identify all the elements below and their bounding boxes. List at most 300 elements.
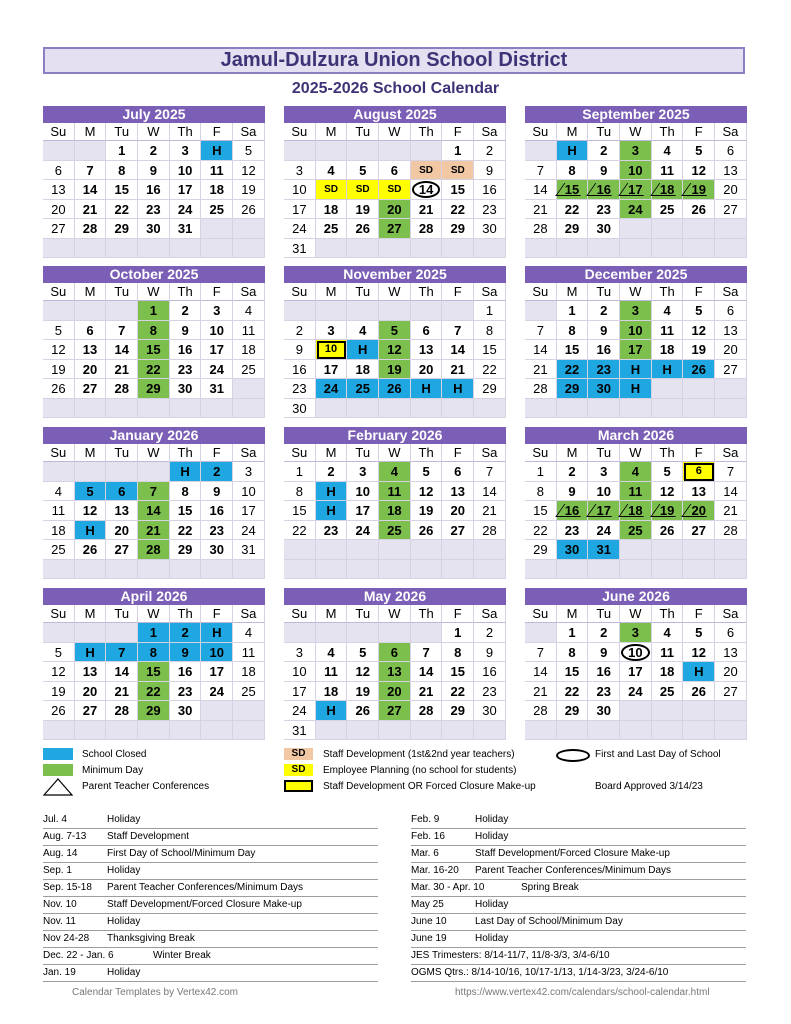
calendar-day: 13: [715, 321, 747, 341]
calendar-day: 6: [411, 321, 443, 341]
calendar-day: 6: [75, 321, 107, 341]
weekday-header: Sa: [233, 283, 265, 301]
calendar-day: 2: [138, 141, 170, 161]
empty-day: [284, 623, 316, 643]
calendar-day: 4: [347, 321, 379, 341]
calendar-day: 9: [138, 161, 170, 181]
calendar-day: 3: [620, 623, 652, 643]
calendar-day: 18: [43, 521, 75, 541]
empty-day: [525, 239, 557, 259]
calendar-day: 5: [683, 141, 715, 161]
month-title: February 2026: [284, 427, 506, 444]
calendar-day: 18: [652, 180, 684, 200]
weekday-header: Tu: [106, 444, 138, 462]
calendar-day: 30: [170, 701, 202, 721]
calendar-day: 27: [715, 360, 747, 380]
calendar-day: 31: [284, 721, 316, 741]
calendar-day: 16: [170, 340, 202, 360]
calendar-day: 17: [588, 501, 620, 521]
calendar-day: 24: [316, 379, 348, 399]
empty-day: [411, 560, 443, 580]
calendar-day: 6: [715, 141, 747, 161]
weekday-header: Sa: [474, 123, 506, 141]
calendar-day: 3: [170, 141, 202, 161]
empty-day: [347, 623, 379, 643]
calendar-day: 20: [442, 501, 474, 521]
empty-day: [316, 301, 348, 321]
calendar-day: 25: [233, 682, 265, 702]
empty-day: [525, 399, 557, 419]
empty-day: [75, 623, 107, 643]
weekday-header: Su: [284, 123, 316, 141]
calendar-day: 28: [75, 219, 107, 239]
calendar-day: 8: [170, 482, 202, 502]
calendar-day: 3: [588, 462, 620, 482]
events-list-right: [411, 812, 746, 982]
calendar-day: 11: [652, 321, 684, 341]
calendar-day: 21: [411, 682, 443, 702]
calendar-day: 1: [525, 462, 557, 482]
event-text: Parent Teacher Conferences/Minimum Days: [475, 865, 672, 876]
empty-day: [715, 239, 747, 259]
calendar-day: 31: [170, 219, 202, 239]
calendar-day: 15: [138, 662, 170, 682]
weekday-header: F: [201, 123, 233, 141]
weekday-header: Su: [525, 123, 557, 141]
weekday-header: Th: [411, 605, 443, 623]
empty-day: [316, 623, 348, 643]
calendar-day: 2: [316, 462, 348, 482]
event-date: Jul. 4: [43, 814, 67, 825]
calendar-day: 9: [474, 643, 506, 663]
empty-day: [170, 399, 202, 419]
legend-ep-swatch: SD: [284, 764, 313, 776]
weekday-header: W: [138, 123, 170, 141]
calendar-day: 12: [75, 501, 107, 521]
calendar-day: 21: [411, 200, 443, 220]
calendar-day: 20: [379, 682, 411, 702]
calendar-day: 7: [106, 321, 138, 341]
empty-day: [411, 623, 443, 643]
calendar-day: 4: [652, 623, 684, 643]
empty-day: [75, 399, 107, 419]
month-title: April 2026: [43, 588, 265, 605]
board-approved: Board Approved 3/14/23: [595, 781, 703, 792]
calendar-day: 24: [233, 521, 265, 541]
calendar-day: 8: [474, 321, 506, 341]
calendar-day: 5: [347, 161, 379, 181]
empty-day: [379, 560, 411, 580]
calendar-day: 24: [620, 200, 652, 220]
calendar-day: 4: [233, 301, 265, 321]
empty-day: [284, 560, 316, 580]
calendar-day: 22: [170, 521, 202, 541]
weekday-header: M: [75, 605, 107, 623]
calendar-day: 7: [442, 321, 474, 341]
empty-day: [233, 721, 265, 741]
calendar-day: 27: [379, 701, 411, 721]
calendar-day: 30: [588, 701, 620, 721]
event-row: [43, 829, 378, 846]
calendar-day: 28: [411, 219, 443, 239]
calendar-day: 25: [233, 360, 265, 380]
footer-credit: Calendar Templates by Vertex42.com: [72, 987, 239, 998]
calendar-day: 11: [316, 662, 348, 682]
empty-day: [620, 721, 652, 741]
calendar-day: 18: [379, 501, 411, 521]
calendar-day: SD: [379, 180, 411, 200]
calendar-day: H: [411, 379, 443, 399]
calendar-day: 23: [474, 682, 506, 702]
calendar-day: 25: [347, 379, 379, 399]
calendar-day: 25: [316, 219, 348, 239]
page-subtitle: 2025-2026 School Calendar: [291, 80, 500, 97]
calendar-day: 31: [588, 540, 620, 560]
calendar-day: 30: [557, 540, 589, 560]
calendar-day: 14: [442, 340, 474, 360]
weekday-header: Sa: [715, 123, 747, 141]
empty-day: [683, 239, 715, 259]
weekday-header: F: [683, 123, 715, 141]
empty-day: [201, 560, 233, 580]
calendar-day: 23: [588, 360, 620, 380]
weekday-header: Tu: [106, 605, 138, 623]
weekday-header: Tu: [347, 605, 379, 623]
calendar-day: 17: [284, 682, 316, 702]
month-calendar: [284, 427, 506, 579]
calendar-day: 11: [652, 161, 684, 181]
weekday-header: M: [557, 444, 589, 462]
calendar-day: 1: [284, 462, 316, 482]
month-calendar: [43, 427, 265, 579]
weekday-header: W: [138, 605, 170, 623]
empty-day: [75, 301, 107, 321]
event-date: Nov. 11: [43, 916, 76, 927]
calendar-day: 10: [284, 662, 316, 682]
calendar-day: 17: [347, 501, 379, 521]
empty-day: [347, 301, 379, 321]
calendar-day: 2: [557, 462, 589, 482]
event-row: [411, 863, 746, 880]
calendar-day: 17: [170, 180, 202, 200]
legend-box-swatch: [284, 780, 313, 792]
calendar-day: 30: [138, 219, 170, 239]
calendar-day: 24: [588, 521, 620, 541]
month-calendar: [525, 266, 747, 418]
weekday-header: F: [442, 123, 474, 141]
empty-day: [284, 141, 316, 161]
weekday-header: M: [316, 283, 348, 301]
calendar-day: 25: [43, 540, 75, 560]
month-calendar: [525, 588, 747, 740]
calendar-day: 30: [170, 379, 202, 399]
calendar-day: 25: [652, 200, 684, 220]
calendar-day: 18: [201, 180, 233, 200]
calendar-day: 17: [201, 340, 233, 360]
weekday-header: Su: [43, 123, 75, 141]
weekday-header: Th: [652, 283, 684, 301]
calendar-day: 9: [588, 643, 620, 663]
calendar-day: 27: [75, 379, 107, 399]
empty-day: [411, 239, 443, 259]
empty-day: [442, 540, 474, 560]
calendar-day: 17: [620, 180, 652, 200]
weekday-header: Sa: [715, 444, 747, 462]
empty-day: [347, 141, 379, 161]
calendar-day: 5: [379, 321, 411, 341]
calendar-day: 28: [525, 219, 557, 239]
calendar-day: 18: [652, 340, 684, 360]
calendar-day: 23: [316, 521, 348, 541]
calendar-day: 29: [557, 379, 589, 399]
calendar-day: 14: [525, 340, 557, 360]
weekday-header: M: [75, 444, 107, 462]
calendar-day: 23: [201, 521, 233, 541]
empty-day: [138, 239, 170, 259]
weekday-header: Sa: [233, 123, 265, 141]
empty-day: [411, 141, 443, 161]
calendar-day: 24: [201, 682, 233, 702]
empty-day: [106, 301, 138, 321]
event-row: [411, 897, 746, 914]
calendar-day: H: [347, 340, 379, 360]
empty-day: [411, 721, 443, 741]
event-row: [411, 914, 746, 931]
calendar-day: 29: [138, 701, 170, 721]
event-text: Staff Development: [107, 831, 190, 842]
event-date: Sep. 1: [43, 865, 72, 876]
calendar-day: 26: [347, 219, 379, 239]
calendar-day: 14: [525, 180, 557, 200]
legend-closed: School Closed: [82, 749, 147, 760]
empty-day: [620, 560, 652, 580]
calendar-day: 2: [170, 301, 202, 321]
calendar-day: 21: [106, 360, 138, 380]
calendar-day: 9: [588, 161, 620, 181]
weekday-header: W: [379, 605, 411, 623]
calendar-day: 28: [474, 521, 506, 541]
calendar-day: H: [652, 360, 684, 380]
weekday-header: Su: [43, 605, 75, 623]
empty-day: [106, 560, 138, 580]
calendar-day: 21: [525, 682, 557, 702]
weekday-header: F: [683, 444, 715, 462]
event-date: Aug. 7-13: [43, 831, 87, 842]
weekday-header: Sa: [474, 605, 506, 623]
empty-day: [683, 379, 715, 399]
calendar-day: 9: [170, 321, 202, 341]
empty-day: [442, 560, 474, 580]
calendar-day: 4: [652, 141, 684, 161]
weekday-header: Tu: [588, 123, 620, 141]
calendar-day: 14: [75, 180, 107, 200]
event-text: OGMS Qtrs.: 8/14-10/16, 10/17-1/13, 1/14-3/23, 3/24-6/10: [411, 967, 669, 978]
calendar-day: 7: [715, 462, 747, 482]
empty-day: [106, 239, 138, 259]
calendar-day: 20: [411, 360, 443, 380]
calendar-day: 2: [588, 623, 620, 643]
weekday-header: M: [316, 123, 348, 141]
calendar-day: 29: [557, 219, 589, 239]
events-list-left: [43, 812, 378, 982]
calendar-day: 14: [715, 482, 747, 502]
calendar-day: 18: [233, 662, 265, 682]
calendar-day: 24: [284, 701, 316, 721]
calendar-day: 6: [715, 623, 747, 643]
weekday-header: F: [683, 605, 715, 623]
event-text: Holiday: [475, 814, 509, 825]
calendar-day: 26: [347, 701, 379, 721]
calendar-day: 19: [379, 360, 411, 380]
calendar-day: 21: [138, 521, 170, 541]
event-row: [411, 931, 746, 948]
calendar-day: 15: [474, 340, 506, 360]
empty-day: [411, 540, 443, 560]
empty-day: [201, 399, 233, 419]
calendar-day: 26: [233, 200, 265, 220]
calendar-day: 13: [715, 161, 747, 181]
calendar-day: 24: [170, 200, 202, 220]
calendar-day: 28: [525, 701, 557, 721]
calendar-day: 10: [316, 340, 348, 360]
weekday-header: Th: [652, 123, 684, 141]
month-title: July 2025: [43, 106, 265, 123]
calendar-day: 11: [43, 501, 75, 521]
calendar-day: 10: [620, 321, 652, 341]
calendar-day: 6: [43, 161, 75, 181]
event-row: [411, 829, 746, 846]
calendar-day: 4: [316, 161, 348, 181]
calendar-day: 2: [588, 301, 620, 321]
calendar-day: 8: [106, 161, 138, 181]
calendar-day: 22: [557, 682, 589, 702]
calendar-day: 10: [620, 643, 652, 663]
empty-day: [715, 721, 747, 741]
empty-day: [316, 141, 348, 161]
event-row: [43, 948, 378, 965]
calendar-day: 17: [201, 662, 233, 682]
empty-day: [43, 560, 75, 580]
weekday-header: F: [201, 283, 233, 301]
calendar-day: 17: [284, 200, 316, 220]
calendar-day: 30: [474, 219, 506, 239]
month-calendar: [43, 588, 265, 740]
calendar-day: 5: [233, 141, 265, 161]
calendar-day: 22: [138, 360, 170, 380]
calendar-day: 2: [170, 623, 202, 643]
calendar-day: 30: [588, 379, 620, 399]
weekday-header: M: [557, 605, 589, 623]
calendar-day: 2: [284, 321, 316, 341]
event-text: Holiday: [475, 933, 509, 944]
empty-day: [347, 721, 379, 741]
weekday-header: F: [442, 605, 474, 623]
calendar-day: 1: [138, 301, 170, 321]
event-date: Feb. 16: [411, 831, 445, 842]
legend-minimum-swatch: [43, 764, 73, 776]
event-row: [43, 846, 378, 863]
calendar-day: 29: [474, 379, 506, 399]
empty-day: [652, 379, 684, 399]
weekday-header: Su: [525, 444, 557, 462]
calendar-day: 5: [43, 643, 75, 663]
empty-day: [138, 462, 170, 482]
calendar-day: 5: [652, 462, 684, 482]
weekday-header: Su: [284, 283, 316, 301]
empty-day: [347, 560, 379, 580]
weekday-header: Tu: [106, 283, 138, 301]
month-title: January 2026: [43, 427, 265, 444]
calendar-day: 21: [75, 200, 107, 220]
calendar-day: 29: [106, 219, 138, 239]
empty-day: [284, 540, 316, 560]
calendar-day: 8: [525, 482, 557, 502]
empty-day: [138, 560, 170, 580]
empty-day: [233, 219, 265, 239]
calendar-day: 5: [683, 301, 715, 321]
empty-day: [75, 141, 107, 161]
empty-day: [43, 399, 75, 419]
empty-day: [557, 721, 589, 741]
weekday-header: Tu: [347, 123, 379, 141]
calendar-day: 23: [170, 360, 202, 380]
empty-day: [652, 721, 684, 741]
calendar-day: 6: [442, 462, 474, 482]
event-text: JES Trimesters: 8/14-11/7, 11/8-3/3, 3/4-6/10: [411, 950, 610, 961]
event-date: June 19: [411, 933, 447, 944]
event-date: Mar. 30 - Apr. 10: [411, 882, 485, 893]
calendar-day: 31: [201, 379, 233, 399]
calendar-day: 7: [525, 161, 557, 181]
calendar-day: 21: [474, 501, 506, 521]
calendar-day: 12: [683, 321, 715, 341]
calendar-day: 16: [201, 501, 233, 521]
month-calendar: [284, 106, 506, 258]
calendar-day: 1: [557, 623, 589, 643]
calendar-day: 13: [715, 643, 747, 663]
calendar-day: 17: [316, 360, 348, 380]
empty-day: [170, 239, 202, 259]
weekday-header: W: [138, 283, 170, 301]
weekday-header: Su: [525, 605, 557, 623]
empty-day: [233, 379, 265, 399]
calendar-day: 22: [138, 682, 170, 702]
event-date: May 25: [411, 899, 444, 910]
empty-day: [588, 721, 620, 741]
calendar-day: 27: [683, 521, 715, 541]
calendar-day: H: [316, 501, 348, 521]
month-title: December 2025: [525, 266, 747, 283]
calendar-day: SD: [316, 180, 348, 200]
event-text: Thanksgiving Break: [107, 933, 195, 944]
calendar-day: 19: [43, 682, 75, 702]
calendar-day: 10: [201, 643, 233, 663]
empty-day: [201, 219, 233, 239]
empty-day: [652, 540, 684, 560]
month-calendar: [43, 266, 265, 418]
calendar-day: 15: [442, 662, 474, 682]
empty-day: [525, 560, 557, 580]
calendar-day: 28: [525, 379, 557, 399]
calendar-day: 20: [106, 521, 138, 541]
empty-day: [588, 239, 620, 259]
empty-day: [715, 399, 747, 419]
weekday-header: Th: [411, 123, 443, 141]
calendar-day: 8: [557, 161, 589, 181]
event-row: [411, 948, 746, 965]
legend-first-last: First and Last Day of School: [595, 749, 721, 760]
calendar-day: 30: [474, 701, 506, 721]
